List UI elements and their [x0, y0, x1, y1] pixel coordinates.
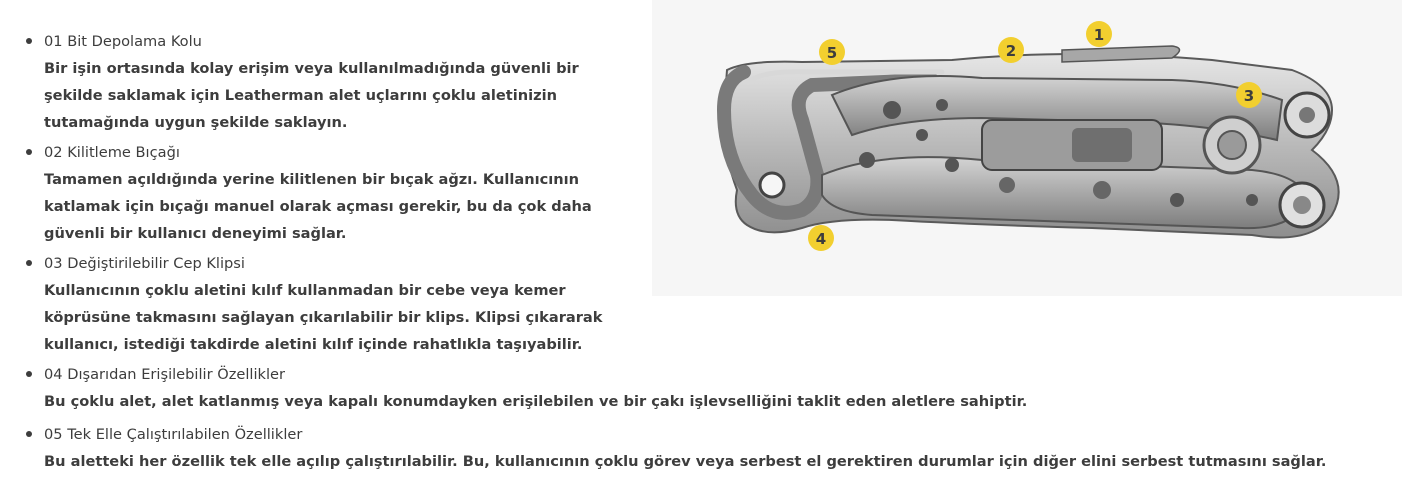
feature-item-locking-blade [22, 139, 662, 247]
feature-item-bit-storage [22, 28, 662, 136]
bullet-dot [26, 431, 32, 437]
bullet-dot [26, 38, 32, 44]
bullet-dot [26, 149, 32, 155]
feature-description: Bir işin ortasında kolay erişim veya kullanılmadığında güvenli bir şekilde saklamak için Leatherman alet uçlarını çoklu aletinizin tutamağında uygun şekilde saklayın. [44, 60, 579, 131]
feature-text-column [22, 28, 1327, 475]
feature-item-external-access [22, 361, 1028, 415]
callout-4: 4 [815, 230, 827, 248]
feature-item-pocket-clip [22, 250, 662, 358]
feature-title: 03 Değiştirilebilir Cep Klipsi [44, 255, 245, 272]
feature-item-one-hand [22, 421, 1327, 475]
multitool-image [652, 0, 1402, 296]
callout-1: 1 [1093, 26, 1105, 44]
bullet-dot [26, 260, 32, 266]
feature-description: Bu aletteki her özellik tek elle açılıp çalıştırılabilir. Bu, kullanıcının çoklu görev veya serbest el gerektiren durumlar için diğer elini serbest tutmasını sağlar. [44, 453, 1327, 470]
feature-title: 05 Tek Elle Çalıştırılabilen Özellikler [44, 426, 303, 443]
feature-title: 04 Dışarıdan Erişilebilir Özellikler [44, 366, 286, 383]
multitool-illustration [652, 0, 1402, 296]
feature-description: Bu çoklu alet, alet katlanmış veya kapalı konumdayken erişilebilen ve bir çakı işlevselliğini taklit eden aletlere sahiptir. [44, 393, 1028, 410]
feature-description: Tamamen açıldığında yerine kilitlenen bir bıçak ağzı. Kullanıcının katlamak için bıçağı manuel olarak açması gerekir, bu da çok daha güvenli bir kullanıcı deneyimi sağlar. [44, 171, 592, 242]
callout-5: 5 [826, 44, 838, 62]
callout-3: 3 [1243, 87, 1255, 105]
feature-title: 01 Bit Depolama Kolu [44, 33, 202, 50]
feature-description: Kullanıcının çoklu aletini kılıf kullanmadan bir cebe veya kemer köprüsüne takmasını sağlayan çıkarılabilir bir klips. Klipsi çıkararak kullanıcı, istediği takdirde aletini kılıf içinde rahatlıkla taşıyabilir. [44, 282, 603, 353]
ring-hole [760, 173, 784, 197]
feature-list [22, 28, 1327, 475]
bullet-dot [26, 371, 32, 377]
callout-2: 2 [1005, 42, 1017, 60]
feature-title: 02 Kilitleme Bıçağı [44, 144, 180, 161]
